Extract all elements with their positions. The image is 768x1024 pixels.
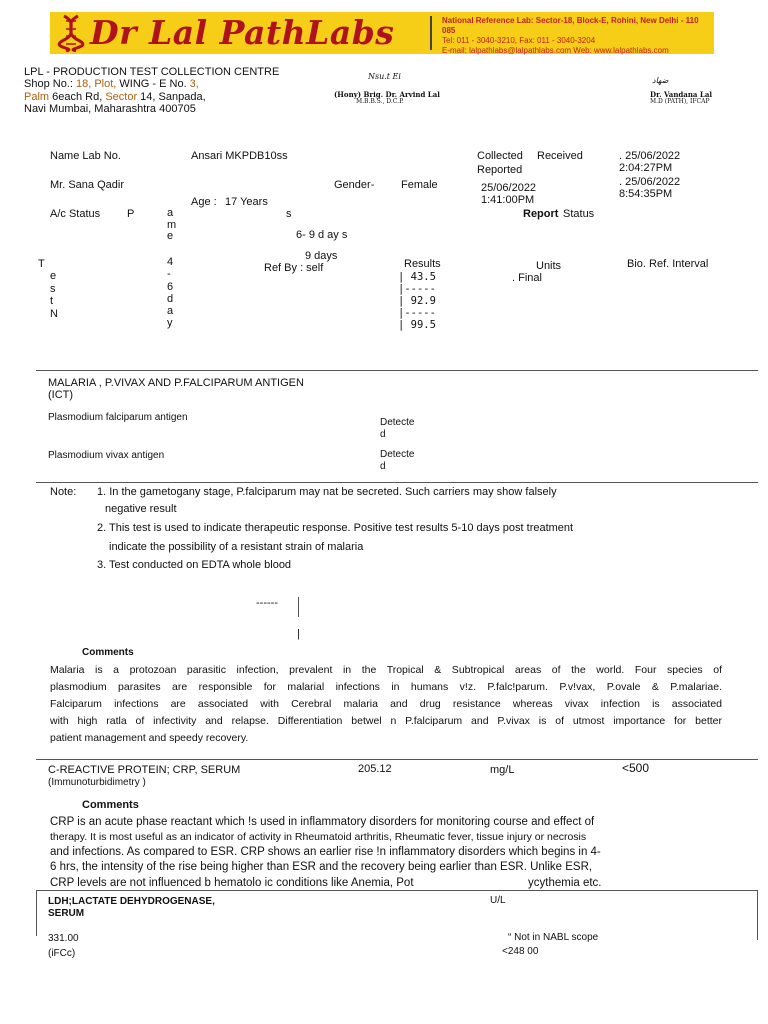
ac-status-label: A/c Status	[50, 208, 101, 220]
note-2a: 2. This test is used to indicate therapeutic response. Positive test results 5-10 days post treatment	[97, 522, 574, 534]
ldh-right-border	[757, 890, 758, 940]
falciparum-label: Plasmodium falciparum antigen	[48, 412, 188, 423]
reported-time: 8:54:35PM	[619, 188, 673, 200]
malaria-title: MALARIA , P.VIVAX AND P.FALCIPARUM ANTIGEN	[48, 377, 304, 389]
lab-contact	[442, 16, 714, 56]
crp-unit: mg/L	[490, 764, 515, 776]
collected-time: 2:04:27PM	[619, 162, 673, 174]
comments-title-2: Comments	[82, 799, 139, 811]
vertical-age-text: 4 - 6 d a y	[167, 256, 174, 330]
malaria-comments: Malaria is a protozoan parasitic infection, prevalent in the Tropical & Subtropical areas of the world. Four species of plasmodium parasites are responsible for malarial infections in humans v!z. P.falc!parum. P.v!vax, P.ovale & P.malariae. Falciparum infections are associated with Cerebral malaria and drug resistance whereas vivax infection is associated with high ratla of infectivity and relapse. Differentiation betwel n P.falciparum and P.vivax is of utmost importance for better patient management and speedy recovery.	[50, 664, 722, 744]
ldh-left-border	[36, 890, 37, 936]
collected-label: Collected	[477, 150, 523, 162]
ref-lab-line: National Reference Lab: Sector-18, Block-E, Rohini, New Delhi - 110 085	[442, 16, 699, 35]
report-status-value: . Final	[512, 272, 542, 284]
section-divider-4	[36, 890, 758, 891]
patient-name: Mr. Sana Qadir	[50, 179, 124, 191]
vertical-test-text: e s t N	[50, 270, 58, 320]
banner-divider	[430, 16, 432, 50]
brand-name: Dr Lal PathLabs	[90, 13, 395, 52]
report-label: Report	[523, 208, 559, 220]
centre-address-line2: Shop No.: 18, Plot, WING - E No. 3,	[24, 78, 199, 90]
ldh-name-2: SERUM	[48, 908, 85, 919]
bio-ref-header: Bio. Ref. Interval	[627, 258, 709, 270]
bar-mark: |	[297, 628, 300, 640]
note-2b: indicate the possibility of a resistant strain of malaria	[109, 541, 364, 553]
malaria-method: (ICT)	[48, 389, 74, 401]
units-header: Units	[536, 260, 562, 272]
received-time: 1:41:00PM	[481, 194, 535, 206]
nabl-note: “ Not in NABL scope	[508, 932, 599, 943]
reported-label: Reported	[477, 164, 523, 176]
crp-name: C-REACTIVE PROTEIN; CRP, SERUM	[48, 764, 241, 776]
ldh-unit: U/L	[490, 895, 506, 906]
centre-address-line3: Palm 6each Rd, Sector 14, Sanpada,	[24, 91, 206, 103]
name-lab-label: Name Lab No.	[50, 150, 121, 162]
note-label: Note:	[50, 486, 77, 498]
ldh-name: LDH;LACTATE DEHYDROGENASE,	[48, 896, 215, 907]
note-1b: negative result	[105, 503, 177, 515]
vivax-result: Detecte d	[380, 449, 415, 472]
gender-value: Female	[401, 179, 438, 191]
note-1a: 1. In the gametogany stage, P.falciparum may nat be secreted. Such carriers may show falsely	[97, 486, 557, 498]
falciparum-result: Detecte d	[380, 417, 415, 440]
signature-scribble-1: Nsu.t Ei	[368, 72, 401, 81]
comments-title-1: Comments	[82, 647, 134, 658]
status-label: Status	[563, 208, 595, 220]
centre-name: LPL - PRODUCTION TEST COLLECTION CENTRE	[24, 66, 280, 78]
crp-comments-tail: ycythemia etc.	[528, 877, 602, 889]
centre-address-line4: Navi Mumbai, Maharashtra 400705	[24, 103, 196, 115]
crp-comments-last: CRP levels are not influenced b hematolo ic conditions like Anemia, Pot	[50, 877, 414, 889]
signature-scribble-2: ضهاد	[652, 76, 669, 85]
signatory-2-degree: M.D (PATH), IFCAP	[650, 98, 710, 105]
vertical-test-t: T	[38, 258, 45, 270]
ldh-reference: <248 00	[502, 946, 539, 957]
signatory-2-name: Dr. Vandana Lal	[650, 90, 713, 99]
age-label: Age :	[191, 196, 217, 208]
crp-reference: <500	[622, 761, 650, 775]
results-header: Results	[404, 258, 441, 270]
header-banner	[50, 12, 714, 54]
crp-result: 205.12	[358, 763, 392, 775]
vertical-mark	[298, 597, 299, 617]
dash-mark: ------	[256, 597, 278, 609]
ref-by: Ref By : self	[264, 262, 324, 274]
vertical-name-text: a m e	[167, 207, 177, 242]
ac-status-p: P	[127, 208, 135, 220]
section-divider-2	[36, 482, 758, 483]
note-3: 3. Test conducted on EDTA whole blood	[97, 559, 292, 571]
collected-date: . 25/06/2022	[619, 150, 681, 162]
lab-number: Ansari MKPDB10ss	[191, 150, 288, 162]
age-value: 17 Years	[225, 196, 268, 208]
phone-line: Tel: 011 - 3040-3210, Fax: 011 - 3040-3204	[442, 36, 596, 45]
gender-label: Gender-	[334, 179, 375, 191]
vivax-label: Plasmodium vivax antigen	[48, 450, 165, 461]
email-line: E-mail: lalpathlabs@lalpathlabs.com Web: www.lalpathlabs.com	[442, 46, 669, 55]
dna-logo-icon	[56, 14, 86, 52]
results-box: | 43.5 |----- | 92.9 |----- | 99.5	[398, 271, 436, 331]
signatory-1-degree: M.B.B.S., D.C.P.	[356, 98, 404, 105]
days: 9 days	[305, 250, 338, 262]
crp-comments: CRP is an acute phase reactant which !s used in inflammatory disorders for monitoring course and effect of therapy. It is most useful as an indicator of activity in Rheumatoid arthritis, Rheumatic fever, tissue injury or necrosis and infections. As compared to ESR. CRP shows an earlier rise !n inflammatory disorders which begins in 4- 6 hrs, the intensity of the rise being higher than ESR and the recovery being earlier than ESR. Unlike ESR,	[50, 816, 601, 873]
section-divider-1	[36, 370, 758, 371]
ldh-value: 331.00	[48, 933, 79, 944]
age-days: 6- 9 d ay s	[296, 229, 348, 241]
stray-s: s	[286, 208, 292, 220]
received-label: Received	[537, 150, 583, 162]
section-divider-3	[36, 759, 758, 760]
received-date: 25/06/2022	[481, 182, 537, 194]
crp-method: (Immunoturbidimetry )	[48, 777, 146, 788]
signatory-1-name: (Hony) Brig. Dr. Arvind Lal	[334, 90, 440, 99]
ldh-method: (iFCc)	[48, 948, 76, 959]
reported-date: . 25/06/2022	[619, 176, 681, 188]
